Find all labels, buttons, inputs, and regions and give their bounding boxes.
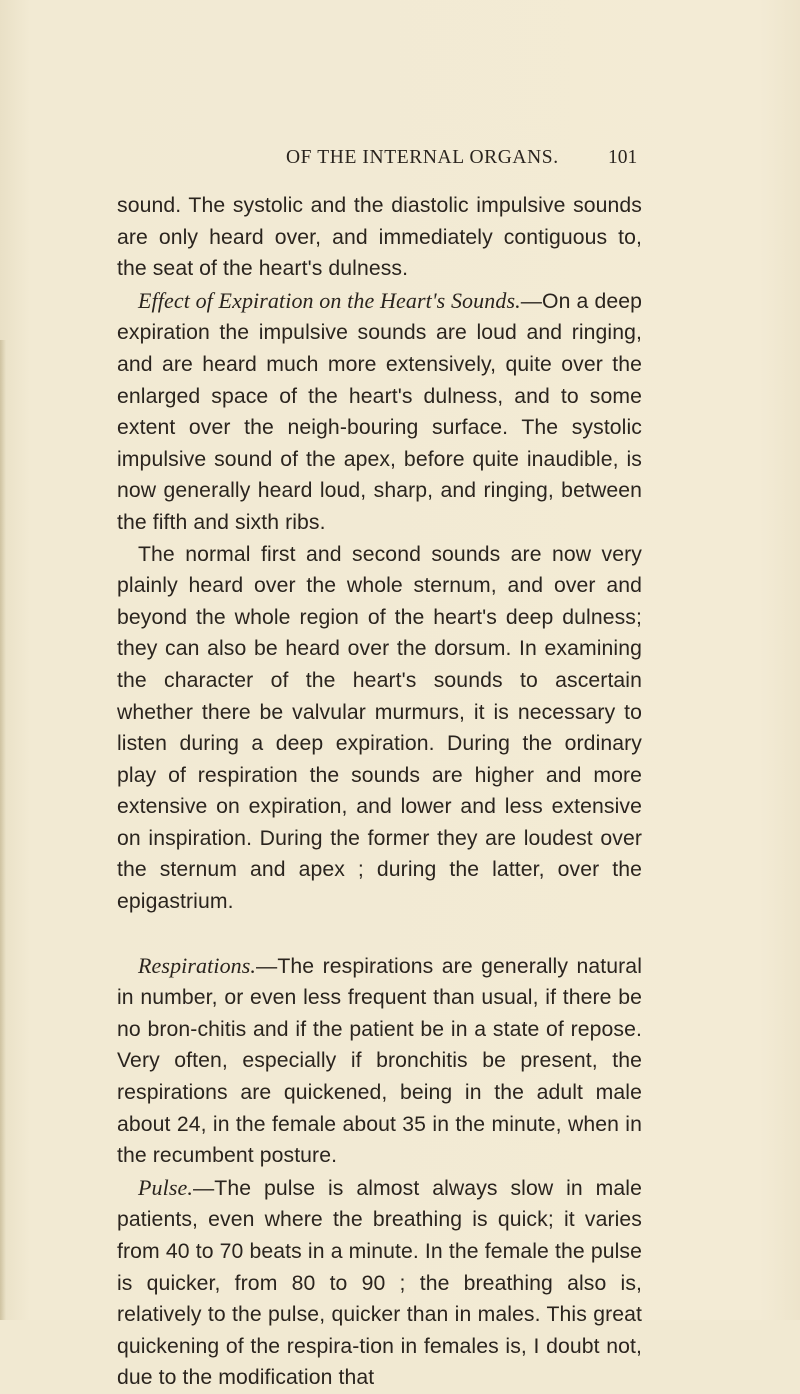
section-heading: Pulse. (138, 1174, 193, 1200)
running-title: OF THE INTERNAL ORGANS. (286, 147, 559, 168)
section-heading: Effect of Expiration on the Heart's Sounds. (138, 287, 521, 313)
paragraph-text: sound. The systolic and the diastolic impulsive sounds are only heard over, and immediately contiguous to, the seat of the heart's dulness. (117, 194, 642, 281)
page-gutter-shadow (0, 340, 6, 1320)
paragraph-normal-sounds (117, 539, 642, 918)
paragraph-text: —The pulse is almost always slow in male patients, even where the breathing is quick; it varies from 40 to 70 beats in a minute. In the female the pulse is quicker, from 80 to 90 ; the breathing also is, relatively to the pulse, quicker than in males. This great quickening of the respira-tion in females is, I doubt not, due to the modification that (117, 1176, 642, 1390)
section-heading: Respirations. (138, 952, 257, 978)
paragraph-respirations (117, 950, 642, 1172)
page-number: 101 (608, 147, 638, 168)
body-text (117, 190, 642, 1394)
paragraph-text: —On a deep expiration the impulsive sounds are loud and ringing, and are heard much more extensively, quite over the enlarged space of the heart's dulness, and to some extent over the neigh-bouring surface. The systolic impulsive sound of the apex, before quite inaudible, is now generally heard loud, sharp, and ringing, between the fifth and sixth ribs. (117, 289, 642, 534)
paragraph-text: —The respirations are generally natural in number, or even less frequent than usual, if there be no bron-chitis and if the patient be in a state of repose. Very often, especially if bronchitis be present, the respirations are quickened, being in the adult male about 24, in the female about 35 in the minute, when in the recumbent posture. (117, 954, 642, 1168)
paragraph-continued (117, 190, 642, 285)
paragraph-pulse (117, 1172, 642, 1394)
paragraph-effect-of-expiration (117, 285, 642, 539)
paragraph-text: The normal first and second sounds are now very plainly heard over the whole sternum, and over and beyond the whole region of the heart's deep dulness; they can also be heard over the dorsum. In examining the character of the heart's sounds to ascertain whether there be valvular murmurs, it is necessary to listen during a deep expiration. During the ordinary play of respiration the sounds are higher and more extensive on expiration, and lower and less extensive on inspiration. During the former they are loudest over the sternum and apex ; during the latter, over the epigastrium. (117, 542, 642, 914)
